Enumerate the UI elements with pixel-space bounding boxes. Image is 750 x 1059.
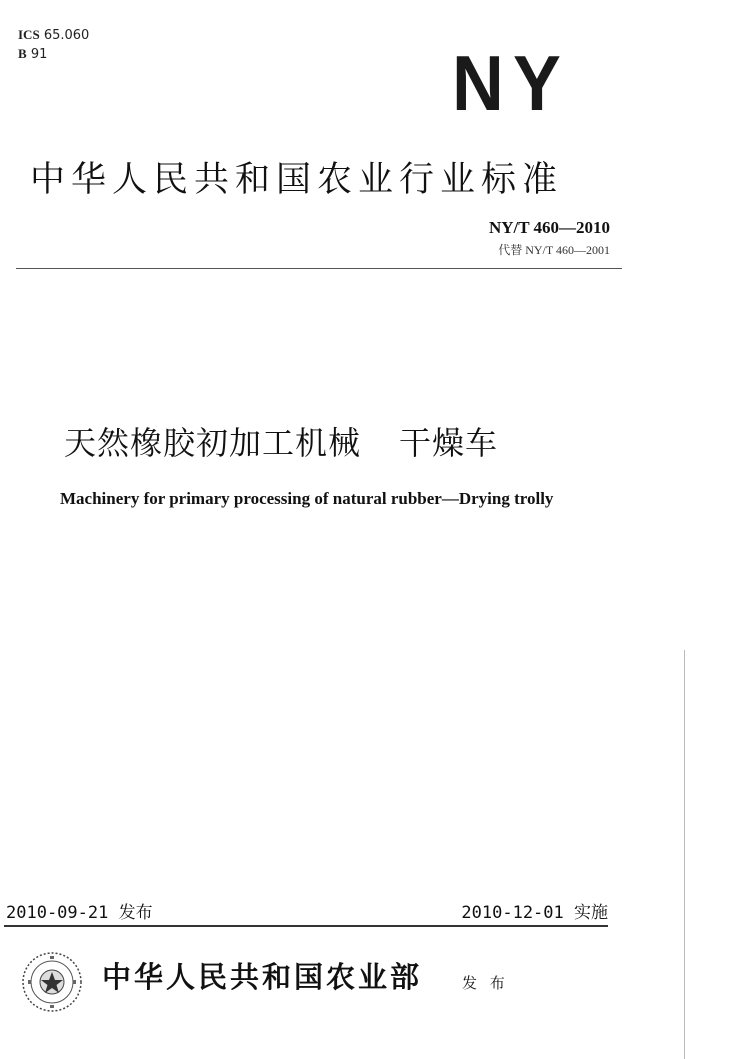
ics-label: ICS (18, 27, 40, 42)
page-edge-line (684, 650, 685, 1059)
issuer-name: 中华人民共和国农业部 (102, 960, 423, 994)
ministry-seal-icon (20, 950, 84, 1014)
english-title: Machinery for primary processing of natural rubber—Drying trolly (60, 489, 554, 508)
header-divider (16, 268, 622, 269)
org-title: 中华人民共和国农业行业标准 (30, 160, 564, 200)
standard-number-block (489, 218, 610, 258)
issue-date: 2010-09-21 发布 (6, 903, 153, 923)
chinese-title (64, 418, 498, 464)
ny-logo: NY (452, 39, 571, 127)
replaces-standard: 代替 NY/T 460—2001 (498, 243, 610, 257)
issuer-action: 发 布 (462, 974, 509, 992)
ics-block (18, 26, 89, 64)
implement-date: 2010-12-01 实施 (461, 903, 608, 923)
class-code: 91 (30, 47, 48, 62)
standard-number: NY/T 460—2010 (488, 218, 610, 237)
class-line (18, 45, 89, 64)
chinese-title-part1: 天然橡胶初加工机械 (64, 424, 362, 462)
ics-code: 65.060 (43, 28, 90, 43)
footer-divider (4, 925, 608, 927)
chinese-title-part2: 干燥车 (399, 424, 499, 462)
class-label: B (18, 46, 27, 61)
ics-line (18, 26, 89, 45)
